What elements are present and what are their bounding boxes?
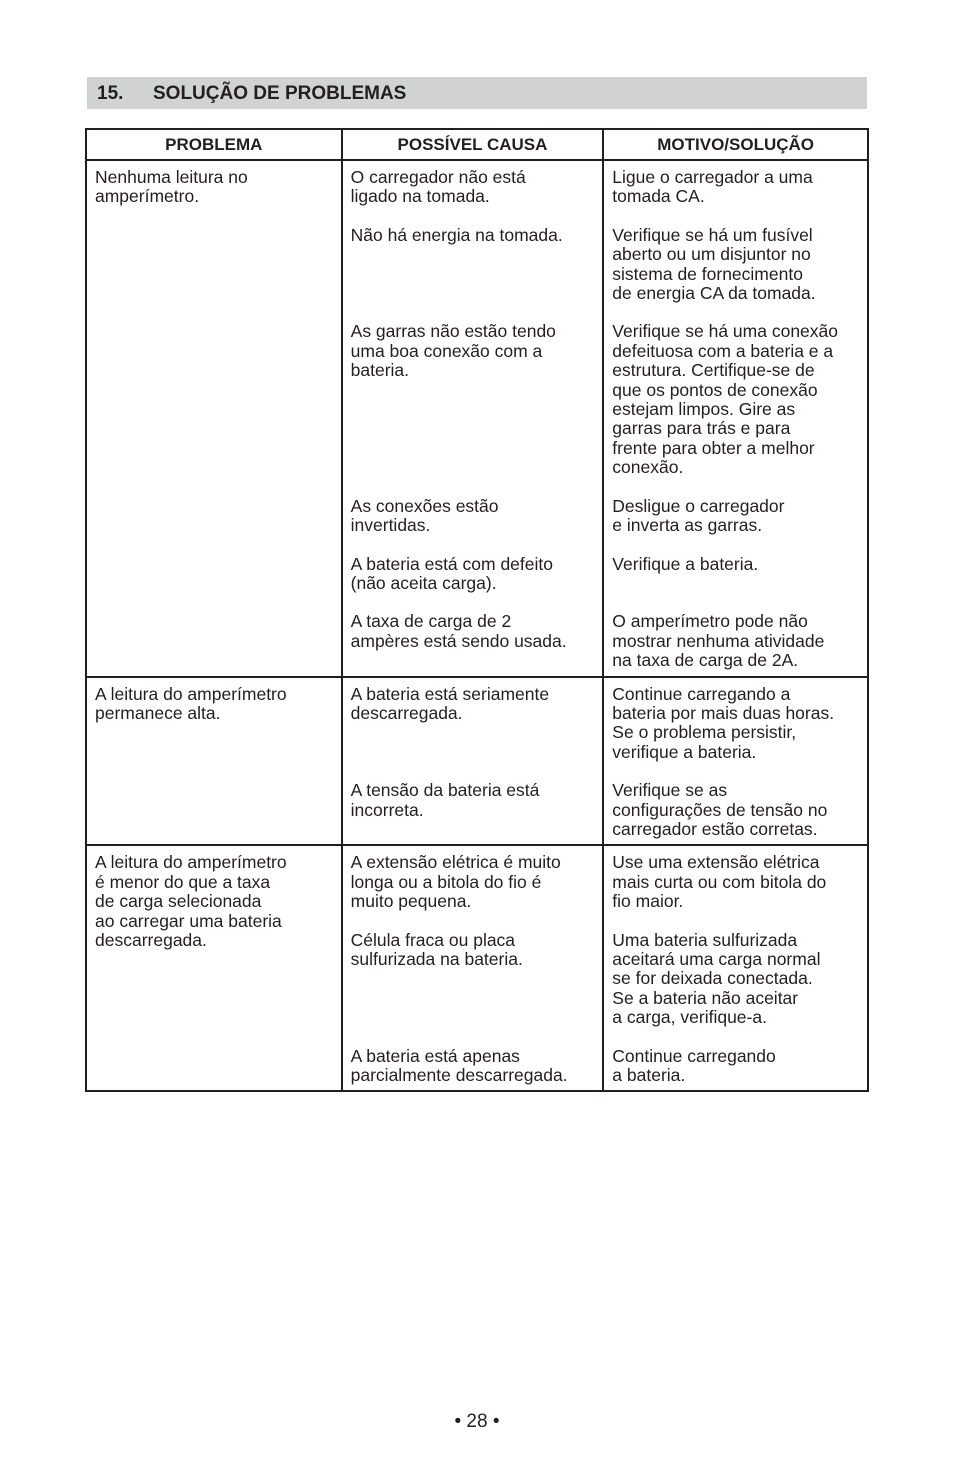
problem-cell (86, 677, 342, 846)
text-line: mais curta ou com bitola do (612, 871, 827, 892)
solution-cell (603, 845, 868, 930)
header-solution: MOTIVO/SOLUÇÃO (603, 129, 868, 160)
text-line: estejam limpos. Gire as (612, 399, 796, 420)
text-line: As garras não estão tendo (350, 321, 556, 342)
text-line: mostrar nenhuma atividade (612, 630, 825, 651)
text-line: sulfurizada na bateria. (350, 949, 523, 969)
text-line: ao carregar uma bateria (95, 910, 282, 931)
text-line: Célula fraca ou placa (350, 929, 516, 950)
text-line: configurações de tensão no (612, 799, 828, 820)
text-line: Se o problema persistir, (612, 722, 797, 743)
solution-cell (603, 781, 868, 845)
text-line: muito pequena. (350, 891, 472, 912)
text-line: garras para trás e para (612, 418, 791, 439)
text-line: que os pontos de conexão (612, 379, 818, 400)
text-line: tomada CA. (612, 186, 705, 207)
text-line: Verifique se há um fusível (612, 224, 813, 245)
text-line: A leitura do amperímetro (95, 683, 287, 704)
text-line: O carregador não está (350, 167, 526, 187)
solution-cell (603, 160, 868, 226)
solution-cell (603, 931, 868, 1047)
text-line: conexão. (612, 457, 684, 478)
cause-cell (342, 612, 604, 676)
text-line: A tensão da bateria está (350, 780, 540, 801)
text-line: A bateria está seriamente (350, 683, 550, 704)
problem-cell (86, 160, 342, 677)
cause-cell (342, 845, 604, 930)
text-line: As conexões estão (350, 495, 499, 516)
text-line: Não há energia na tomada. (350, 224, 563, 245)
troubleshooting-table (85, 128, 869, 1092)
text-line: bateria. (350, 360, 410, 381)
text-line: de carga selecionada (95, 891, 262, 912)
text-line: Continue carregando (612, 1045, 776, 1066)
section-title: SOLUÇÃO DE PROBLEMAS (153, 83, 407, 104)
text-line: fio maior. (612, 891, 684, 912)
text-line: longa ou a bitola do fio é (350, 871, 542, 892)
text-line: A taxa de carga de 2 (350, 611, 512, 632)
text-line: Verifique se há uma conexão (612, 321, 839, 342)
text-line: aberto ou um disjuntor no (612, 244, 811, 265)
text-line: se for deixada conectada. (612, 968, 813, 989)
text-line: verifique a bateria. (612, 741, 757, 762)
problem-cell (86, 845, 342, 1091)
section-number: 15. (97, 83, 124, 104)
solution-cell (603, 226, 868, 323)
table-row (86, 160, 868, 226)
text-line: sistema de fornecimento (612, 263, 803, 284)
text-line: permanece alta. (95, 702, 221, 723)
text-line: defeituosa com a bateria e a (612, 340, 834, 361)
solution-cell (603, 555, 868, 613)
text-line: a carga, verifique-a. (612, 1007, 767, 1028)
text-line: incorreta. (350, 799, 424, 820)
cause-cell (342, 931, 604, 1047)
cause-cell (342, 1047, 604, 1092)
text-line: Continue carregando a (612, 683, 791, 704)
text-line: de energia CA da tomada. (612, 283, 816, 304)
text-line: A bateria está com defeito (350, 553, 553, 574)
text-line: Ligue o carregador a uma (612, 167, 813, 187)
text-line: bateria por mais duas horas. (612, 702, 835, 723)
text-line: Use uma extensão elétrica (612, 852, 820, 873)
table-body (86, 160, 868, 1091)
text-line: Nenhuma leitura no (95, 167, 248, 187)
cause-cell (342, 497, 604, 555)
text-line: (não aceita carga). (350, 572, 497, 593)
text-line: A leitura do amperímetro (95, 852, 287, 873)
solution-cell (603, 612, 868, 676)
text-line: ampères está sendo usada. (350, 630, 567, 651)
text-line: descarregada. (95, 930, 207, 950)
page-number: • 28 • (454, 1411, 500, 1432)
solution-cell (603, 322, 868, 496)
text-line: O amperímetro pode não (612, 611, 808, 632)
text-line: e inverta as garras. (612, 515, 763, 536)
text-line: na taxa de carga de 2A. (612, 650, 799, 671)
text-line: descarregada. (350, 702, 463, 723)
text-line: Se a bateria não aceitar (612, 987, 799, 1008)
text-line: Verifique a bateria. (612, 553, 759, 574)
text-line: ligado na tomada. (350, 186, 490, 207)
text-line: uma boa conexão com a (350, 340, 543, 361)
text-line: Desligue o carregador (612, 495, 785, 516)
text-line: A bateria está apenas (350, 1045, 520, 1066)
table-row (86, 677, 868, 782)
cause-cell (342, 160, 604, 226)
solution-cell (603, 677, 868, 782)
cause-cell (342, 226, 604, 323)
cause-cell (342, 322, 604, 496)
text-line: frente para obter a melhor (612, 437, 815, 458)
header-problem: PROBLEMA (86, 129, 342, 160)
text-line: parcialmente descarregada. (350, 1065, 568, 1086)
text-line: a bateria. (612, 1065, 686, 1086)
cause-cell (342, 555, 604, 613)
text-line: A extensão elétrica é muito (350, 852, 561, 873)
table-row (86, 845, 868, 930)
section-header (87, 77, 867, 109)
solution-cell (603, 497, 868, 555)
table-header-row (86, 129, 868, 160)
cause-cell (342, 677, 604, 782)
text-line: é menor do que a taxa (95, 871, 271, 892)
text-line: aceitará uma carga normal (612, 949, 821, 969)
text-line: amperímetro. (95, 186, 200, 207)
text-line: Uma bateria sulfurizada (612, 929, 798, 950)
text-line: Verifique se as (612, 780, 728, 801)
solution-cell (603, 1047, 868, 1092)
text-line: invertidas. (350, 515, 431, 536)
cause-cell (342, 781, 604, 845)
text-line: estrutura. Certifique-se de (612, 360, 815, 381)
text-line: carregador estão corretas. (612, 818, 818, 839)
header-cause: POSSÍVEL CAUSA (342, 129, 604, 160)
